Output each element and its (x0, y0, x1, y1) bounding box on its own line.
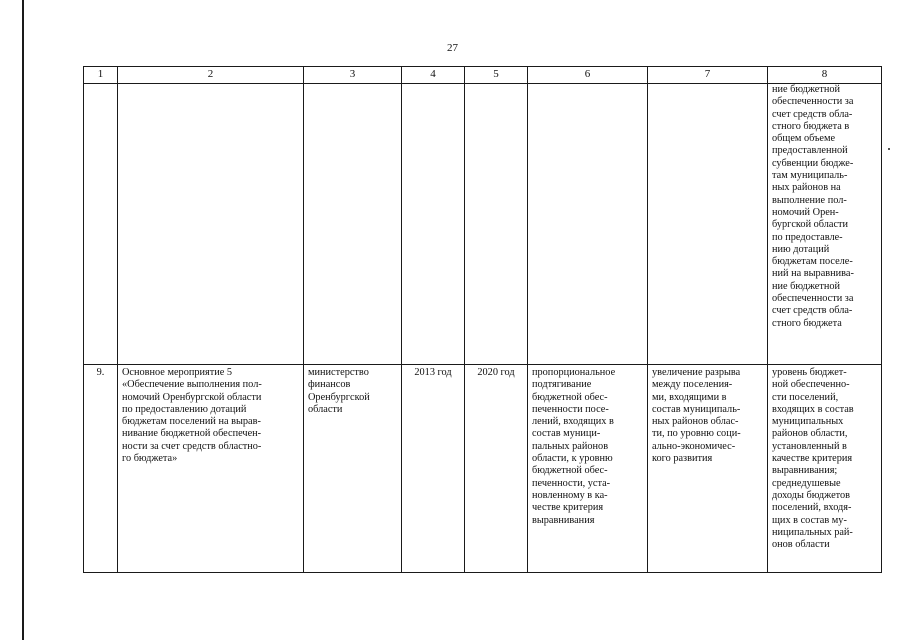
column-header-3: 3 (304, 67, 402, 84)
column-header-7: 7 (648, 67, 768, 84)
cell-start-year (402, 84, 465, 365)
column-header-1: 1 (84, 67, 118, 84)
table-row-continuation (84, 84, 882, 365)
cell-indicators: уровень бюджет- ной обеспеченно- сти поселений, входящих в состав муниципальных районов области, установленный в качестве критерия выравнивания; среднедушевые доходы бюджетов поселений, входя- щих в состав му- ниципальных рай- онов области (768, 365, 882, 573)
cell-activity (118, 84, 304, 365)
cell-end-year: 2020 год (465, 365, 528, 573)
cell-expected-result: пропорциональное подтягивание бюджетной обес- печенности посе- лений, входящих в состав муници- пальных районов области, к уровню бюджетной обес- печенности, уста- новленному в ка- честве критерия выравнивания (528, 365, 648, 573)
cell-start-year: 2013 год (402, 365, 465, 573)
column-header-5: 5 (465, 67, 528, 84)
cell-consequences (648, 84, 768, 365)
table-row-9 (84, 365, 882, 573)
cell-number (84, 84, 118, 365)
column-header-2: 2 (118, 67, 304, 84)
cell-consequences: увеличение разрыва между поселения- ми, входящими в состав муниципаль- ных районов облас- ти, по уровню соци- ально-экономичес- кого развития (648, 365, 768, 573)
scan-speck (888, 148, 890, 150)
document-table (83, 66, 882, 573)
column-header-4: 4 (402, 67, 465, 84)
column-header-6: 6 (528, 67, 648, 84)
page-number: 27 (447, 42, 458, 54)
binding-margin-line (22, 0, 24, 640)
cell-executor (304, 84, 402, 365)
cell-executor: министерство финансов Оренбургской области (304, 365, 402, 573)
column-header-8: 8 (768, 67, 882, 84)
cell-indicators: ние бюджетной обеспеченности за счет средств обла- стного бюджета в общем объеме предоставленной субвенции бюдже- там муниципаль- ных районов на выполнение пол- номочий Орен- бургской области по предоставле- нию дотаций бюджетам поселе- ний на выравнива- ние бюджетной обеспеченности за счет средств обла- стного бюджета (768, 84, 882, 365)
cell-activity: Основное мероприятие 5 «Обеспечение выполнения пол- номочий Оренбургской области по предоставлению дотаций бюджетам поселений на вырав- нивание бюджетной обеспечен- ности за счет средств областно- го бюджета» (118, 365, 304, 573)
cell-end-year (465, 84, 528, 365)
cell-expected-result (528, 84, 648, 365)
cell-number: 9. (84, 365, 118, 573)
table-header-row (84, 67, 882, 84)
